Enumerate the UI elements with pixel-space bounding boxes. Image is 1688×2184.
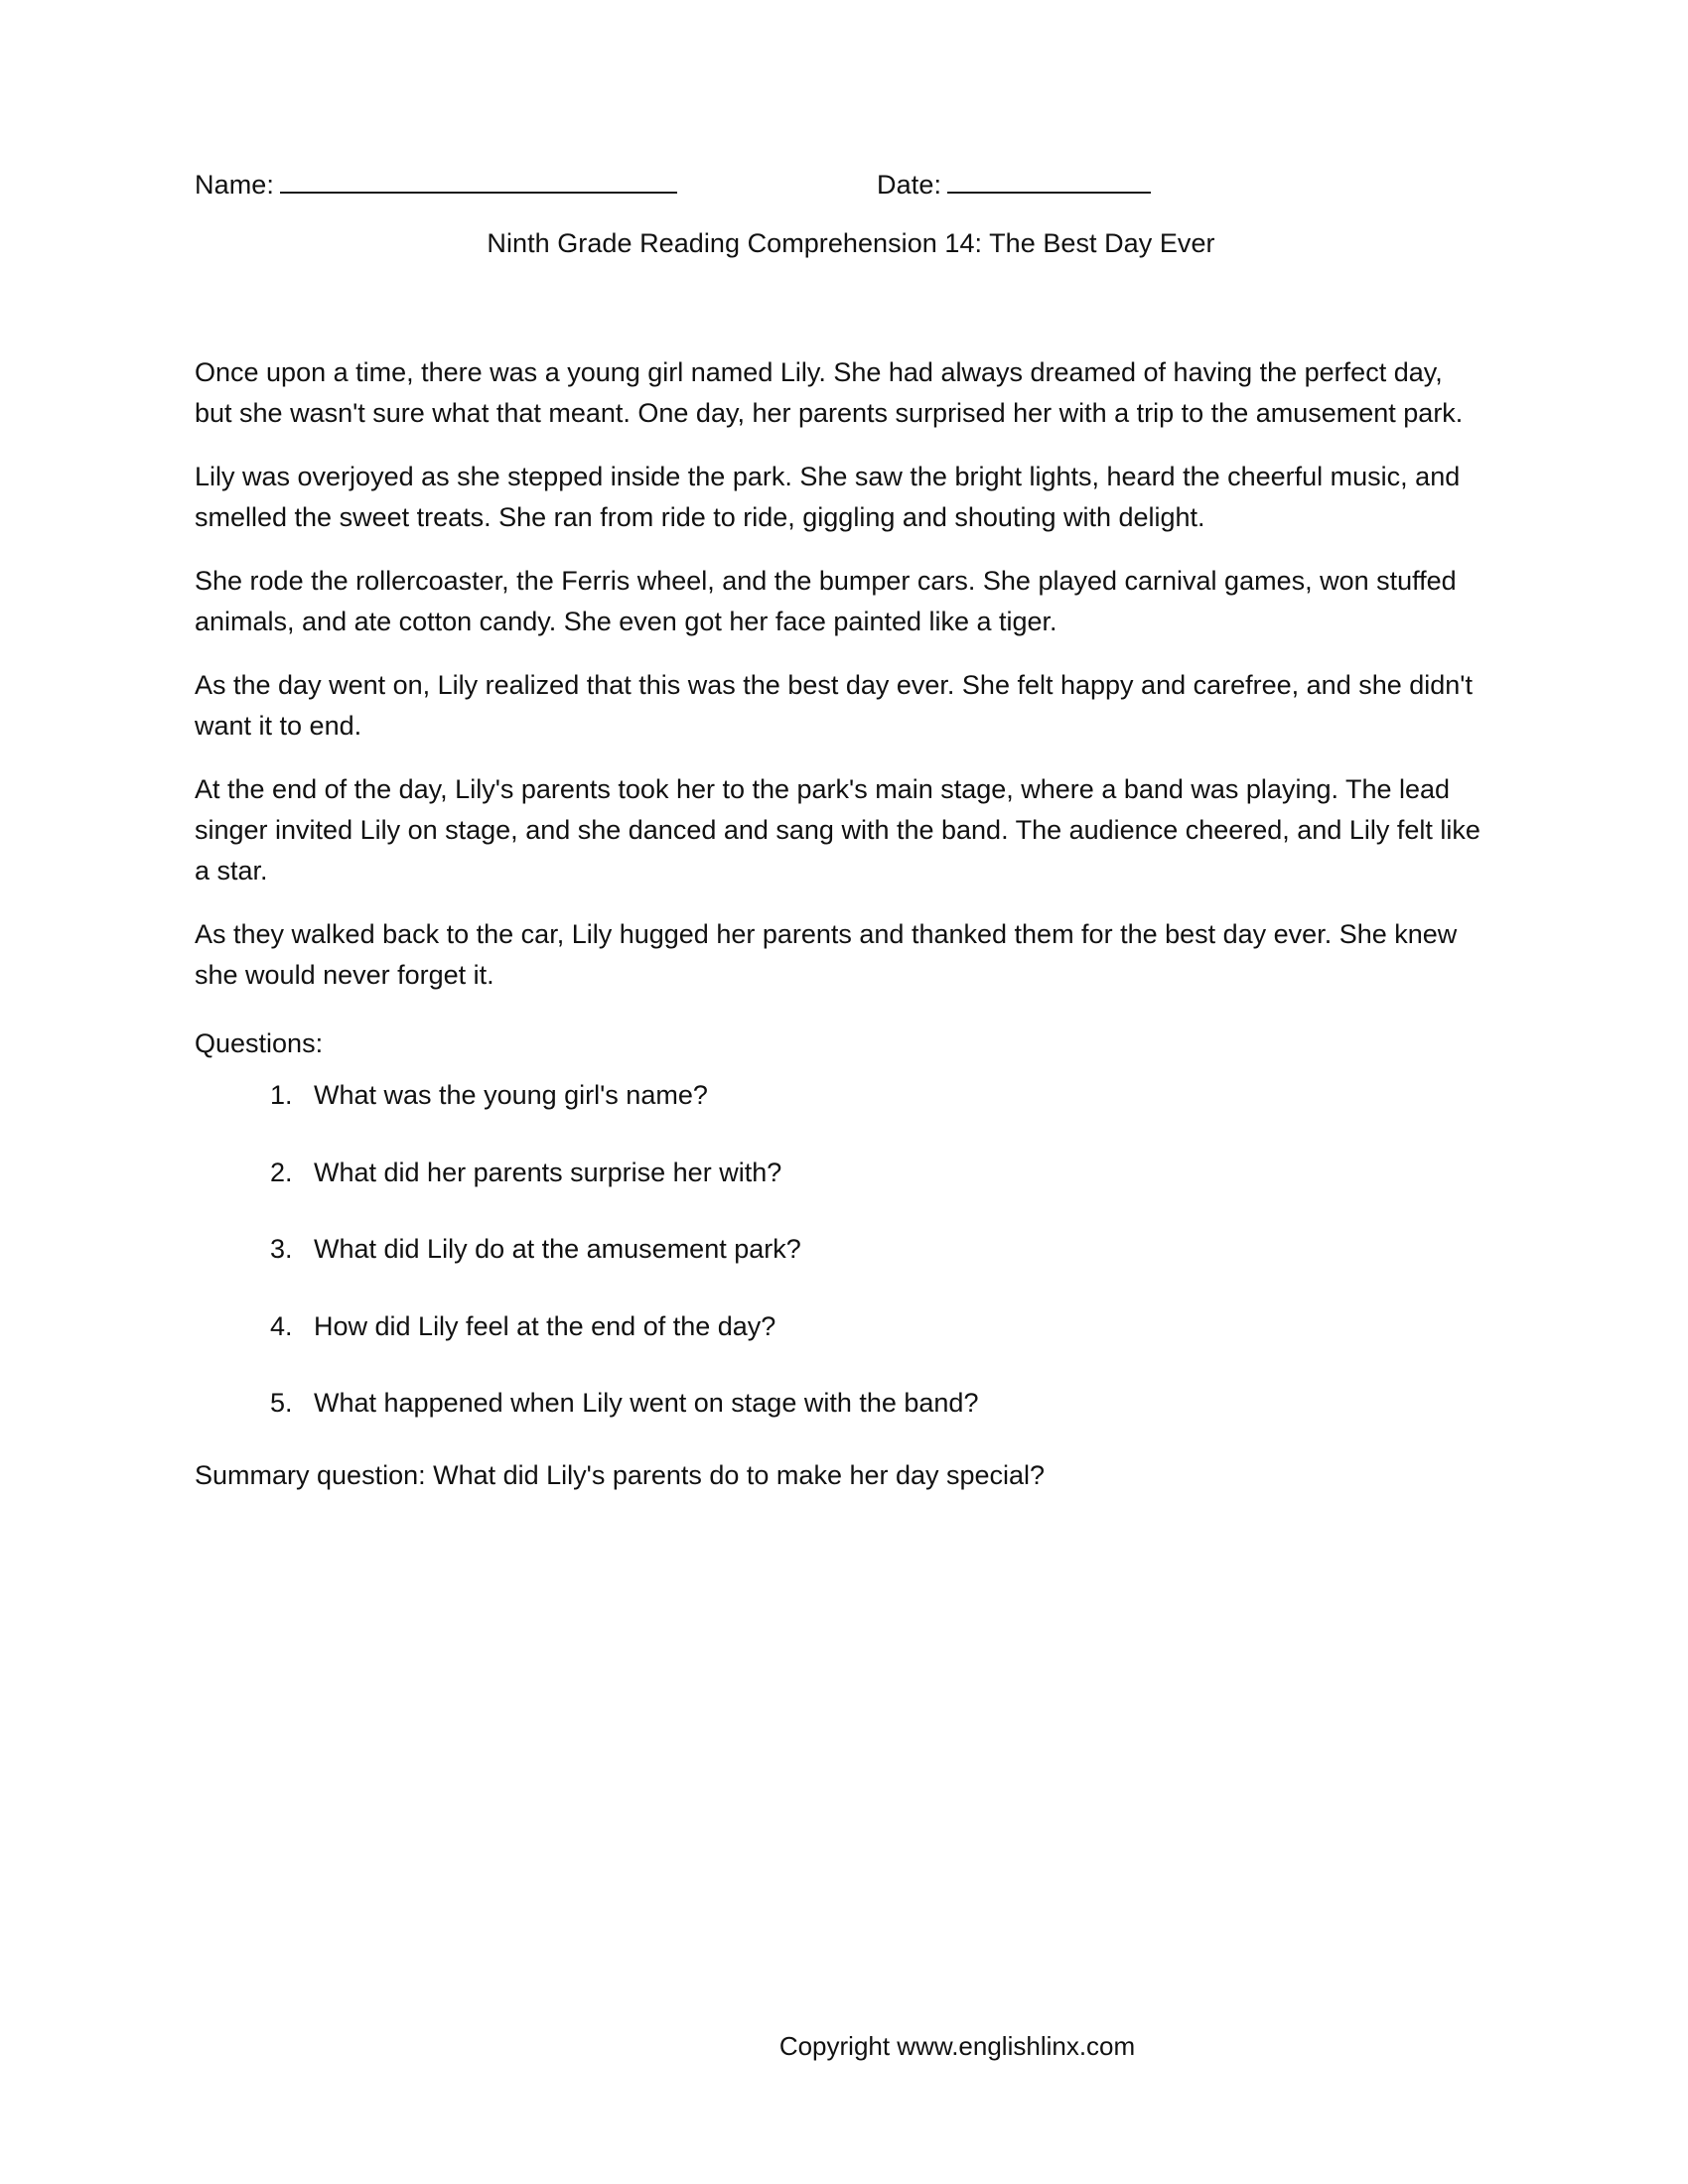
passage-paragraph: Lily was overjoyed as she stepped inside the park. She saw the bright lights, heard the cheerful music, and smelled the sweet treats. She ran from ride to ride, giggling and shouting with delight. <box>195 462 1461 533</box>
name-label: Name: <box>195 170 275 200</box>
date-field-group <box>877 169 1151 201</box>
passage-body <box>195 352 1485 996</box>
questions-heading: Questions: <box>195 1028 324 1059</box>
name-field-group <box>195 169 677 201</box>
worksheet-content <box>195 169 1485 1491</box>
date-input-blank[interactable] <box>947 169 1151 194</box>
passage-paragraph: At the end of the day, Lily's parents took her to the park's main stage, where a band was playing. The lead singer invited Lily on stage, and she danced and sang with the band. The audience cheered, and Lily felt like a star. <box>195 774 1480 887</box>
questions-list <box>195 1075 1485 1424</box>
copyright-footer: Copyright www.englishlinx.com <box>778 2031 1136 2061</box>
passage-paragraph: Once upon a time, there was a young girl named Lily. She had always dreamed of having the perfect day, but she wasn't sure what that meant. One day, her parents surprised her with a trip to the amusement park. <box>195 357 1464 429</box>
list-item: 5. What happened when Lily went on stage with the band? <box>300 1383 1485 1424</box>
passage-paragraph: As they walked back to the car, Lily hugged her parents and thanked them for the best day ever. She knew she would never forget it. <box>195 919 1458 991</box>
passage-paragraph: As the day went on, Lily realized that this was the best day ever. She felt happy and carefree, and she didn't want it to end. <box>195 670 1473 742</box>
student-info-header <box>195 169 1485 201</box>
page-title: Ninth Grade Reading Comprehension 14: The Best Day Ever <box>487 228 1215 258</box>
list-item: 3. What did Lily do at the amusement park? <box>300 1229 1485 1270</box>
list-item: 2. What did her parents surprise her with? <box>300 1153 1485 1193</box>
date-label: Date: <box>877 170 942 200</box>
name-input-blank[interactable] <box>280 169 677 194</box>
list-item: 4. How did Lily feel at the end of the day? <box>300 1306 1485 1347</box>
summary-question: Summary question: What did Lily's parents do to make her day special? <box>195 1459 1046 1490</box>
list-item: 1. What was the young girl's name? <box>300 1075 1485 1116</box>
passage-paragraph: She rode the rollercoaster, the Ferris wheel, and the bumper cars. She played carnival games, won stuffed animals, and ate cotton candy. She even got her face painted like a tiger. <box>195 566 1457 637</box>
